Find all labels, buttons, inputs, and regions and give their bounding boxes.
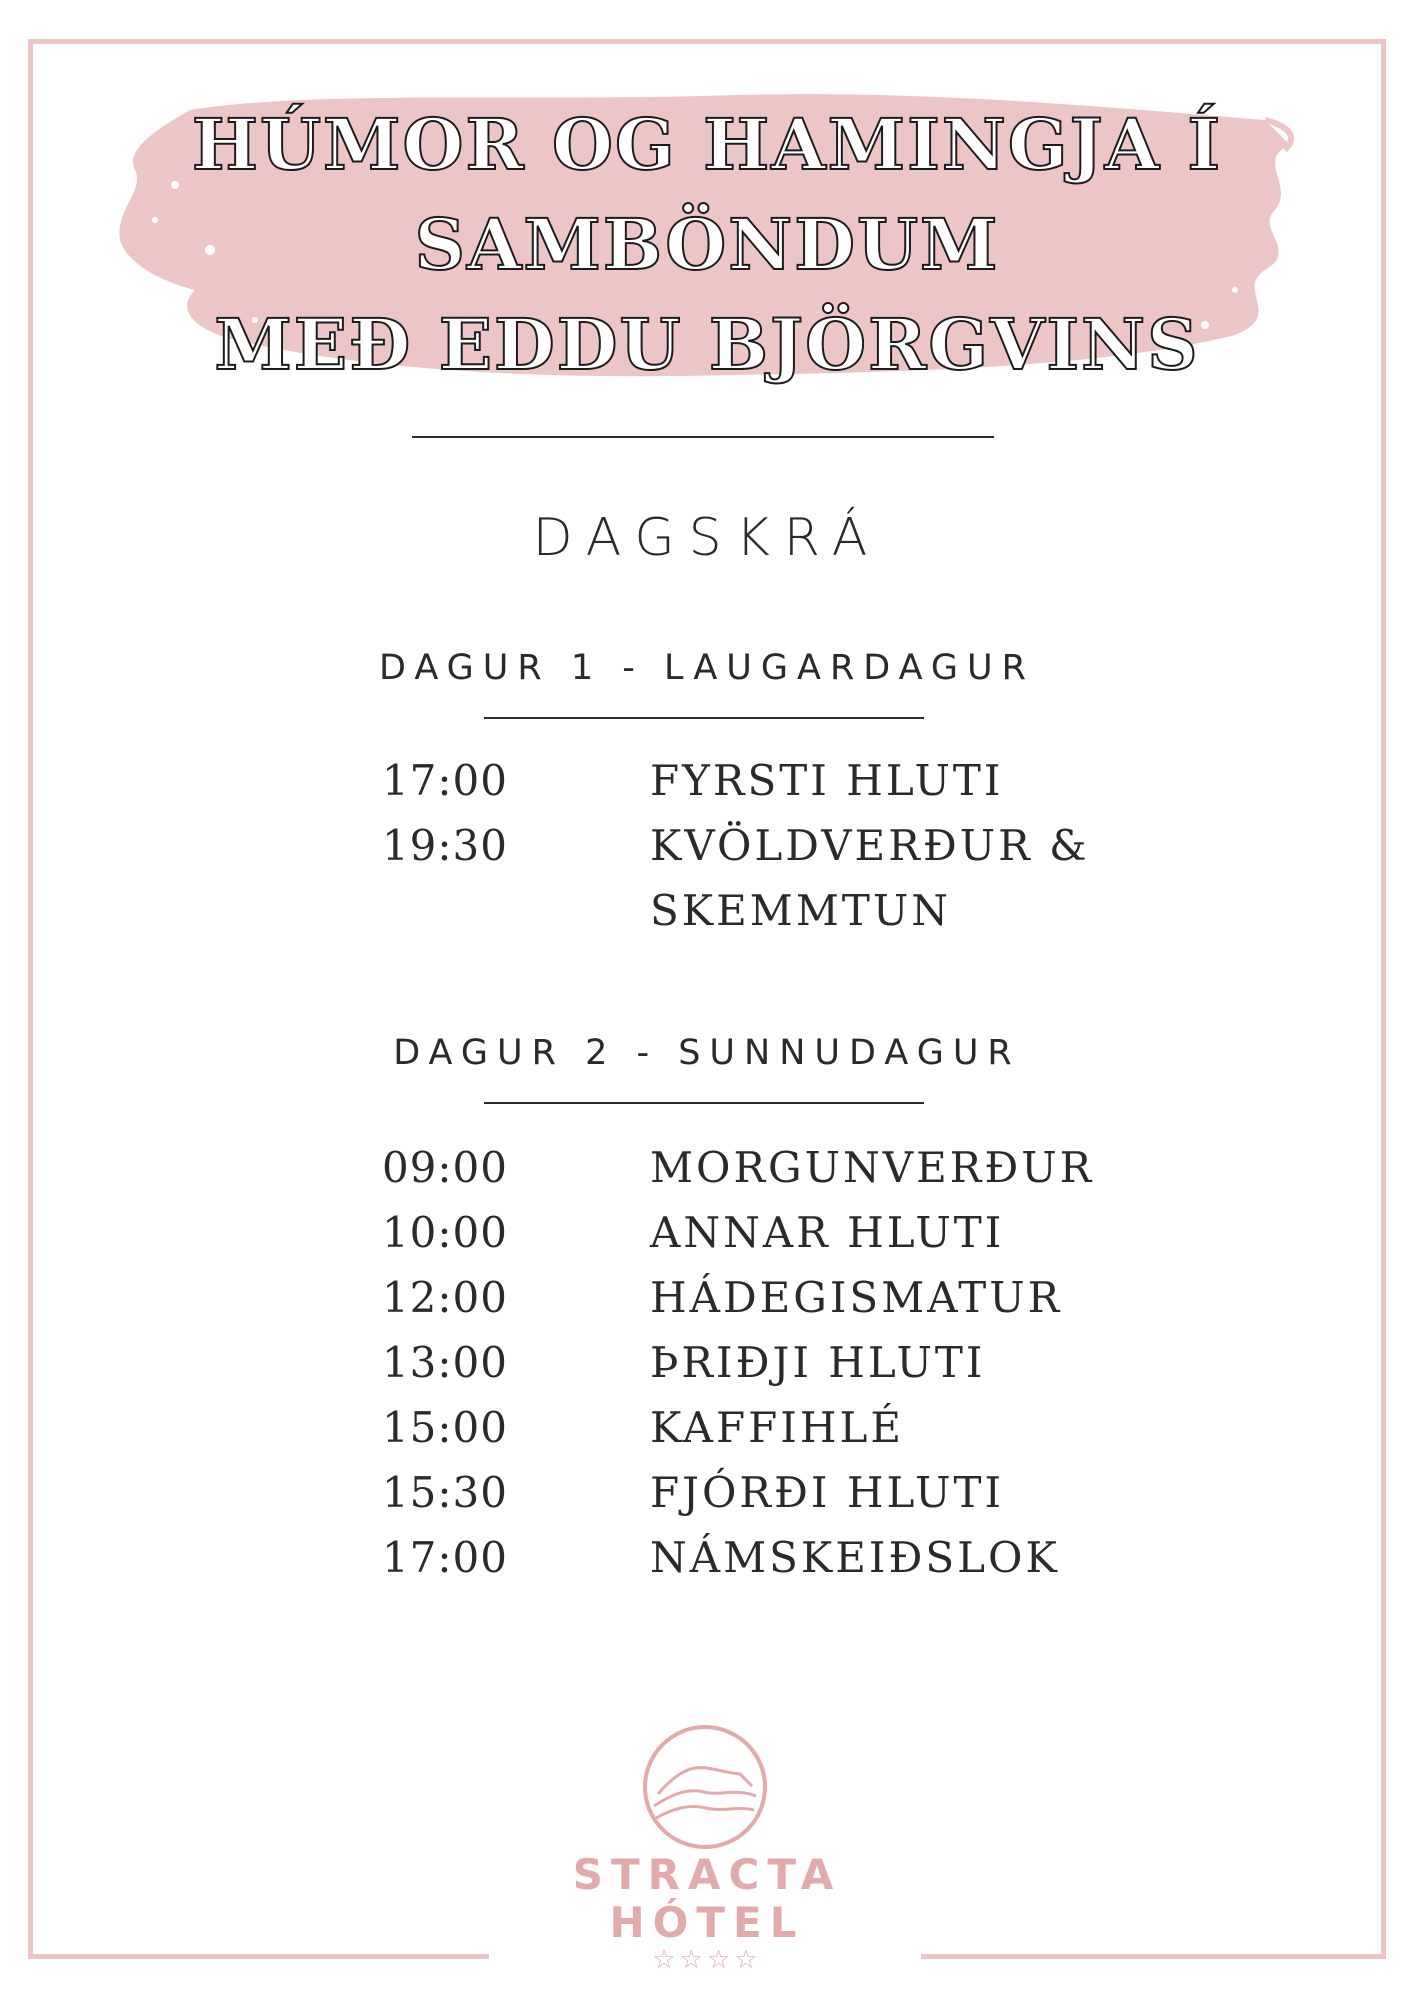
day1-heading: DAGUR 1 - LAUGARDAGUR [379,648,1035,688]
schedule-time: 12:00 [381,1273,508,1322]
schedule-time: 15:00 [381,1403,508,1452]
schedule-row [0,1330,1414,1395]
day1-divider [484,717,924,719]
schedule-heading: DAGSKRÁ [532,508,882,568]
schedule-time: 13:00 [381,1338,508,1387]
schedule-row [0,813,1414,943]
schedule-event: ÞRIÐJI HLUTI [650,1338,986,1387]
schedule-event: NÁMSKEIÐSLOK [650,1533,1060,1582]
schedule-event: KVÖLDVERÐUR & SKEMMTUN [650,821,1090,935]
schedule-row [0,1395,1414,1460]
schedule-row [0,1460,1414,1525]
star-rating-icon: ☆☆☆☆ [652,1945,762,1975]
schedule-time: 10:00 [381,1208,508,1257]
schedule-event: FYRSTI HLUTI [650,756,1004,805]
title-line-3: MEÐ EDDU BJÖRGVINS [214,303,1200,386]
day2-divider [484,1102,924,1104]
schedule-event: ANNAR HLUTI [650,1208,1005,1257]
brand-subname: HÓTEL [609,1898,805,1947]
schedule-event: FJÓRÐI HLUTI [650,1468,1005,1517]
schedule-time: 17:00 [381,756,508,805]
title-line-2: SAMBÖNDUM [414,203,1000,286]
schedule-row [0,1525,1414,1590]
schedule-row [0,1200,1414,1265]
title-line-1: HÚMOR OG HAMINGJA Í [191,103,1223,186]
schedule-row [0,1135,1414,1200]
stracta-logo-icon [640,1722,770,1852]
day2-schedule [0,1135,1414,1590]
page-title [150,95,1264,395]
schedule-event: KAFFIHLÉ [650,1403,905,1452]
schedule-time: 15:30 [381,1468,508,1517]
frame-border-left [28,39,33,1959]
schedule-time: 19:30 [381,821,508,870]
schedule-time: 17:00 [381,1533,508,1582]
brand-name: STRACTA [572,1850,842,1899]
schedule-time: 09:00 [381,1143,508,1192]
frame-border-right [1381,39,1386,1959]
schedule-row [0,1265,1414,1330]
day2-heading: DAGUR 2 - SUNNUDAGUR [393,1033,1021,1073]
schedule-event: MORGUNVERÐUR [650,1143,1095,1192]
frame-border-top [28,39,1386,44]
schedule-event: HÁDEGISMATUR [650,1273,1063,1322]
title-divider [412,436,994,438]
schedule-row [0,748,1414,813]
day1-schedule [0,748,1414,943]
